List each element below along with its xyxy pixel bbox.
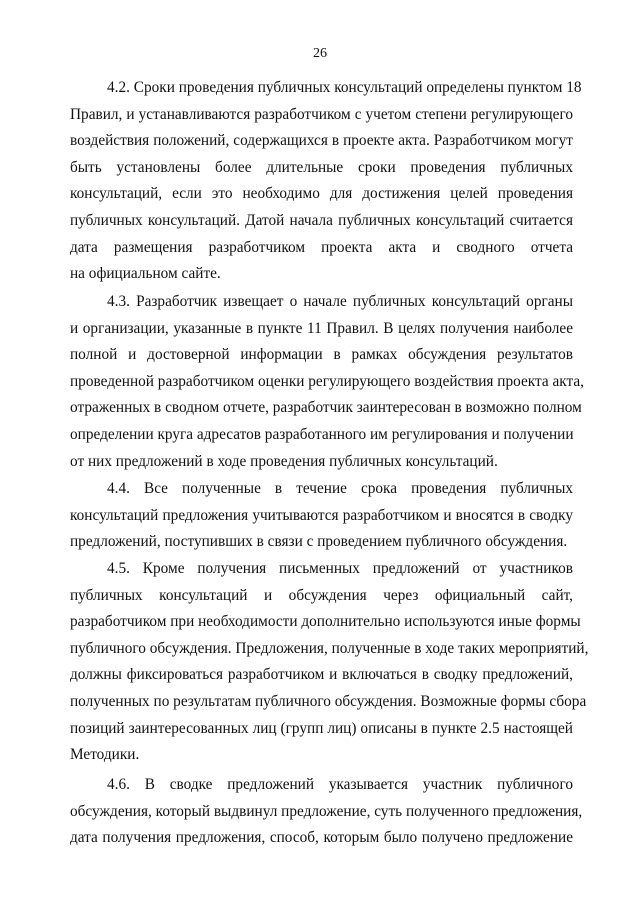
text-line: дата размещения разработчиком проекта акта и сводного отчета	[70, 238, 573, 256]
text-line: от них предложений в ходе проведения публичных консультаций.	[70, 452, 498, 470]
text-line: 4.3. Разработчик извещает о начале публичных консультаций органы	[107, 293, 573, 310]
text-line: позиций заинтересованных лиц (групп лиц) описаны в пункте 2.5 настоящей	[70, 719, 573, 737]
text-line: быть установлены более длительные сроки проведения публичных	[70, 158, 573, 176]
text-line: Методики.	[70, 746, 140, 764]
text-line: 4.6. В сводке предложений указывается участник публичного	[107, 776, 573, 793]
text-line: публичных консультаций. Датой начала публичных консультаций считается	[70, 211, 573, 229]
text-line: отраженных в сводном отчете, разработчик заинтересован в возможно полном	[70, 399, 582, 417]
text-line: предложений, поступивших в связи с проведением публичного обсуждения.	[70, 533, 568, 551]
text-line: проведенной разработчиком оценки регулирующего воздействия проекта акта,	[70, 372, 584, 390]
text-line: определении круга адресатов разработанного им регулирования и получении	[70, 425, 574, 443]
paragraph-4-4	[70, 476, 573, 556]
text-line: Правил, и устанавливаются разработчиком с учетом степени регулирующего	[70, 105, 573, 123]
paragraph-4-2	[70, 75, 582, 288]
text-line: 4.4. Все полученные в течение срока проведения публичных	[107, 480, 573, 497]
text-line: обсуждения, который выдвинул предложение, суть полученного предложения,	[70, 802, 583, 820]
text-line: воздействия положений, содержащихся в проекте акта. Разработчиком могут	[70, 132, 573, 150]
text-line: консультаций предложения учитываются разработчиком и вносятся в сводку	[70, 506, 573, 524]
text-line: публичного обсуждения. Предложения, полученные в ходе таких мероприятий,	[70, 639, 589, 657]
text-line: публичных консультаций и обсуждения через официальный сайт,	[70, 586, 573, 604]
text-line: и организации, указанные в пункте 11 Правил. В целях получения наиболее	[70, 319, 573, 337]
paragraph-4-6	[70, 772, 583, 852]
text-line: должны фиксироваться разработчиком и включаться в сводку предложений,	[70, 666, 573, 684]
paragraph-4-3	[70, 289, 584, 475]
text-line: 4.5. Кроме получения письменных предложений от участников	[107, 560, 573, 577]
paragraph-4-5	[70, 556, 589, 769]
text-line: полной и достоверной информации в рамках обсуждения результатов	[70, 346, 573, 364]
text-line: разработчиком при необходимости дополнительно используются иные формы	[70, 613, 581, 631]
page-number: 26	[313, 46, 327, 61]
text-line: на официальном сайте.	[70, 265, 221, 283]
text-line: 4.2. Сроки проведения публичных консультаций определены пунктом 18	[107, 79, 582, 96]
text-line: полученных по результатам публичного обсуждения. Возможные формы сбора	[70, 692, 587, 710]
text-line: консультаций, если это необходимо для достижения целей проведения	[70, 185, 573, 203]
text-line: дата получения предложения, способ, которым было получено предложение	[70, 829, 573, 847]
